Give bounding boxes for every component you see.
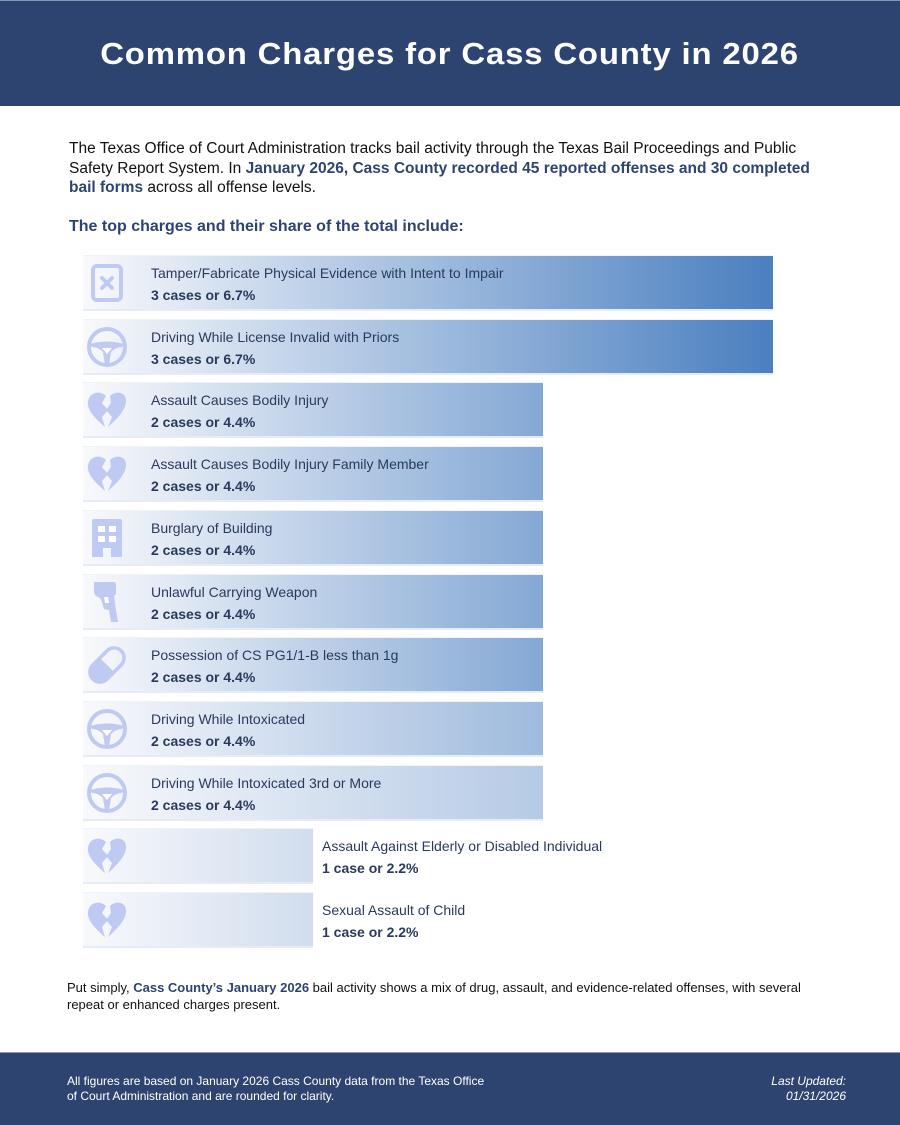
charge-label: Driving While Intoxicated 3rd or More: [151, 775, 382, 791]
pill-icon: [85, 645, 129, 685]
charge-label: Driving While Intoxicated: [151, 711, 306, 727]
summary-paragraph: [67, 979, 837, 1013]
intro-paragraph: [69, 139, 839, 198]
charge-value: 3 cases or 6.7%: [151, 287, 256, 303]
charge-row: [83, 574, 773, 630]
evidence-x-icon: [85, 263, 129, 303]
charge-row: [83, 446, 773, 502]
page-header: [0, 0, 900, 106]
summary-text-end: bail activity shows a mix of drug, assault, and evidence-related offenses, with several repeat or enhanced charges present.: [67, 980, 801, 1012]
broken-heart-icon: [85, 836, 129, 876]
page-footer: [0, 1052, 900, 1125]
charge-row: [83, 828, 783, 884]
charge-label: Burglary of Building: [151, 520, 273, 536]
intro-text-end: across all offense levels.: [143, 179, 316, 196]
charge-value: 2 cases or 4.4%: [151, 478, 256, 494]
charge-value: 1 case or 2.2%: [322, 860, 419, 876]
charge-label: Possession of CS PG1/1-B less than 1g: [151, 647, 399, 663]
charge-row: [83, 637, 773, 693]
summary-text-start: Put simply,: [67, 980, 134, 995]
charge-value: 2 cases or 4.4%: [151, 669, 256, 685]
broken-heart-icon: [85, 454, 129, 494]
broken-heart-icon: [85, 900, 129, 940]
page-title: Common Charges for Cass County in 2026: [100, 35, 800, 71]
charge-value: 2 cases or 4.4%: [151, 606, 256, 622]
charge-row: [83, 701, 773, 757]
charges-subheading: The top charges and their share of the total include:: [69, 218, 464, 235]
charge-row: [83, 319, 773, 375]
charge-row: [83, 382, 773, 438]
last-updated: [771, 1074, 846, 1104]
handgun-icon: [85, 582, 129, 622]
building-icon: [85, 518, 129, 558]
last-updated-date: 01/31/2026: [785, 1089, 846, 1103]
intro-text-start: The Texas Office of Court Administration tracks bail activity through the Texas Bail Proceedings and Public Safety Report System. In: [69, 140, 797, 177]
charge-value: 2 cases or 4.4%: [151, 797, 256, 813]
charge-label: Assault Causes Bodily Injury: [151, 392, 329, 408]
footer-note: All figures are based on January 2026 Cass County data from the Texas Office of Court Administration and are rounded for clarity.: [67, 1074, 485, 1103]
intro-highlight: January 2026, Cass County recorded 45 reported offenses and 30 completed bail forms: [69, 159, 810, 196]
charge-label: Tamper/Fabricate Physical Evidence with Intent to Impair: [151, 265, 504, 281]
charge-row: [83, 765, 773, 821]
charge-row: [83, 892, 783, 948]
summary-highlight: Cass County’s January 2026: [133, 980, 310, 995]
steering-wheel-icon: [85, 327, 129, 367]
charge-label: Unlawful Carrying Weapon: [151, 584, 318, 600]
charge-value: 1 case or 2.2%: [322, 924, 419, 940]
charge-label: Assault Causes Bodily Injury Family Member: [151, 456, 429, 472]
charge-value: 3 cases or 6.7%: [151, 351, 256, 367]
charge-label: Sexual Assault of Child: [322, 902, 466, 918]
charge-row: [83, 255, 773, 311]
broken-heart-icon: [85, 390, 129, 430]
charge-value: 2 cases or 4.4%: [151, 733, 256, 749]
last-updated-label: Last Updated:: [771, 1074, 846, 1088]
steering-wheel-icon: [85, 773, 129, 813]
charge-row: [83, 510, 773, 566]
steering-wheel-icon: [85, 709, 129, 749]
charge-label: Driving While License Invalid with Priors: [151, 329, 400, 345]
charge-value: 2 cases or 4.4%: [151, 414, 256, 430]
charge-value: 2 cases or 4.4%: [151, 542, 256, 558]
charge-label: Assault Against Elderly or Disabled Individual: [322, 838, 603, 854]
